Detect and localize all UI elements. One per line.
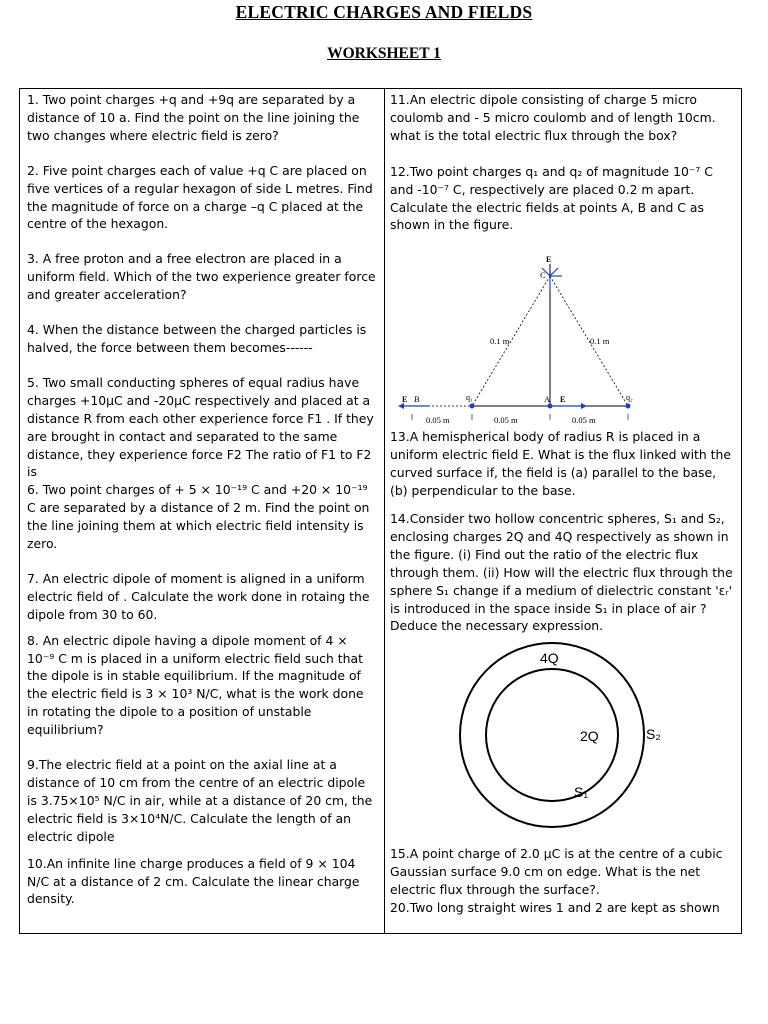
question-20: 20.Two long straight wires 1 and 2 are kept as shown [390, 900, 720, 916]
label-0-05m-3: 0.05 m [572, 415, 596, 425]
label-field-b: E [402, 395, 408, 405]
question-4: 4. When the distance between the charged particles is halved, the force between them becomes------ [27, 322, 367, 355]
question-13: 13.A hemispherical body of radius R is placed in a uniform electric field E. What is the flux linked with the curved surface if, the field is (a) parallel to the base, (b) perpendicular to the base. [390, 429, 731, 499]
label-point-c: C [540, 270, 546, 281]
label-s2: S₂ [646, 726, 661, 743]
label-field-a: E [560, 395, 566, 405]
worksheet-table [19, 88, 742, 934]
question-9: 9.The electric field at a point on the axial line at a distance of 10 cm from the centre of an electric dipole is 3.75×10⁵ N/C in air, while at a distance of 20 cm, the electric field is 3×10⁴N/C. Calculate the length of an electric dipole [27, 757, 373, 844]
label-point-a: A [544, 394, 551, 405]
question-2: 2. Five point charges each of value +q C are placed on five vertices of a regular hexagon of side L metres. Find the magnitude of force on a charge –q C placed at the centre of the hexagon. [27, 162, 373, 232]
label-4q: 4Q [540, 650, 559, 667]
label-s1: S₁ [574, 784, 589, 801]
right-column [385, 89, 741, 933]
label-q1: q₁ [466, 393, 473, 403]
figure-point-charges [390, 234, 736, 424]
question-7: 7. An electric dipole of moment is aligned in a uniform electric field of . Calculate the work done in rotaing the dipole from 30 to 60. [27, 570, 370, 622]
left-column [20, 89, 385, 933]
question-3: 3. A free proton and a free electron are placed in a uniform field. Which of the two experience greater force and greater acceleration? [27, 251, 376, 303]
question-1: 1. Two point charges +q and +9q are separated by a distance of 10 a. Find the point on the line joining the two changes where electric field is zero? [27, 92, 360, 143]
label-0-05m-1: 0.05 m [426, 415, 450, 425]
question-12: 12.Two point charges q₁ and q₂ of magnitude 10⁻⁷ C and -10⁻⁷ C, respectively are placed 0.2 m apart. Calculate the electric fields at points A, B and C as shown in the figure. [390, 163, 713, 233]
page-title: ELECTRIC CHARGES AND FIELDS [235, 2, 533, 22]
question-14: 14.Consider two hollow concentric spheres, S₁ and S₂, enclosing charges 2Q and 4Q respectively as shown in the figure. (i) Find out the ratio of the electric flux through them. (ii) How will the electric flux through the sphere S₁ change if a medium of dielectric constant 'εᵣ' is introduced in the space inside S₁ in place of air ? Deduce the necessary expression. [390, 510, 733, 634]
label-field-c: E [546, 255, 552, 265]
figure-concentric-spheres [390, 635, 736, 841]
label-0-1m-left: 0.1 m [490, 336, 510, 347]
question-5: 5. Two small conducting spheres of equal radius have charges +10μC and -20μC respectively and placed at a distance R from each other experience force F1 . If they are brought in contact and separated to the same distance, they experience force F2 The ratio of F1 to F2 is [27, 374, 374, 480]
label-0-1m-right: 0.1 m [590, 336, 610, 347]
label-q2: q₂ [626, 393, 633, 403]
label-0-05m-2: 0.05 m [494, 415, 518, 425]
label-2q: 2Q [580, 728, 599, 745]
question-15: 15.A point charge of 2.0 μC is at the centre of a cubic Gaussian surface 9.0 cm on edge. What is the net electric flux through the surface?. [390, 846, 723, 898]
question-6: 6. Two point charges of + 5 × 10⁻¹⁹ C and +20 × 10⁻¹⁹ C are separated by a distance of 2 m. Find the point on the line joining them at which electric field intensity is zero. [27, 482, 370, 552]
question-10: 10.An infinite line charge produces a field of 9 × 104 N/C at a distance of 2 cm. Calculate the linear charge density. [27, 855, 360, 907]
worksheet-subtitle: WORKSHEET 1 [327, 45, 441, 62]
question-8: 8. An electric dipole having a dipole moment of 4 × 10⁻⁹ C m is placed in a uniform electric field such that the dipole is in stable equilibrium. If the magnitude of the electric field is 3 × 10³ N/C, what is the work done in rotating the dipole to a position of unstable equilibrium? [27, 632, 364, 738]
label-point-b: B [414, 394, 420, 405]
question-11: 11.An electric dipole consisting of charge 5 micro coulomb and - 5 micro coulomb and of length 10cm. what is the total electric flux through the box? [390, 92, 716, 143]
